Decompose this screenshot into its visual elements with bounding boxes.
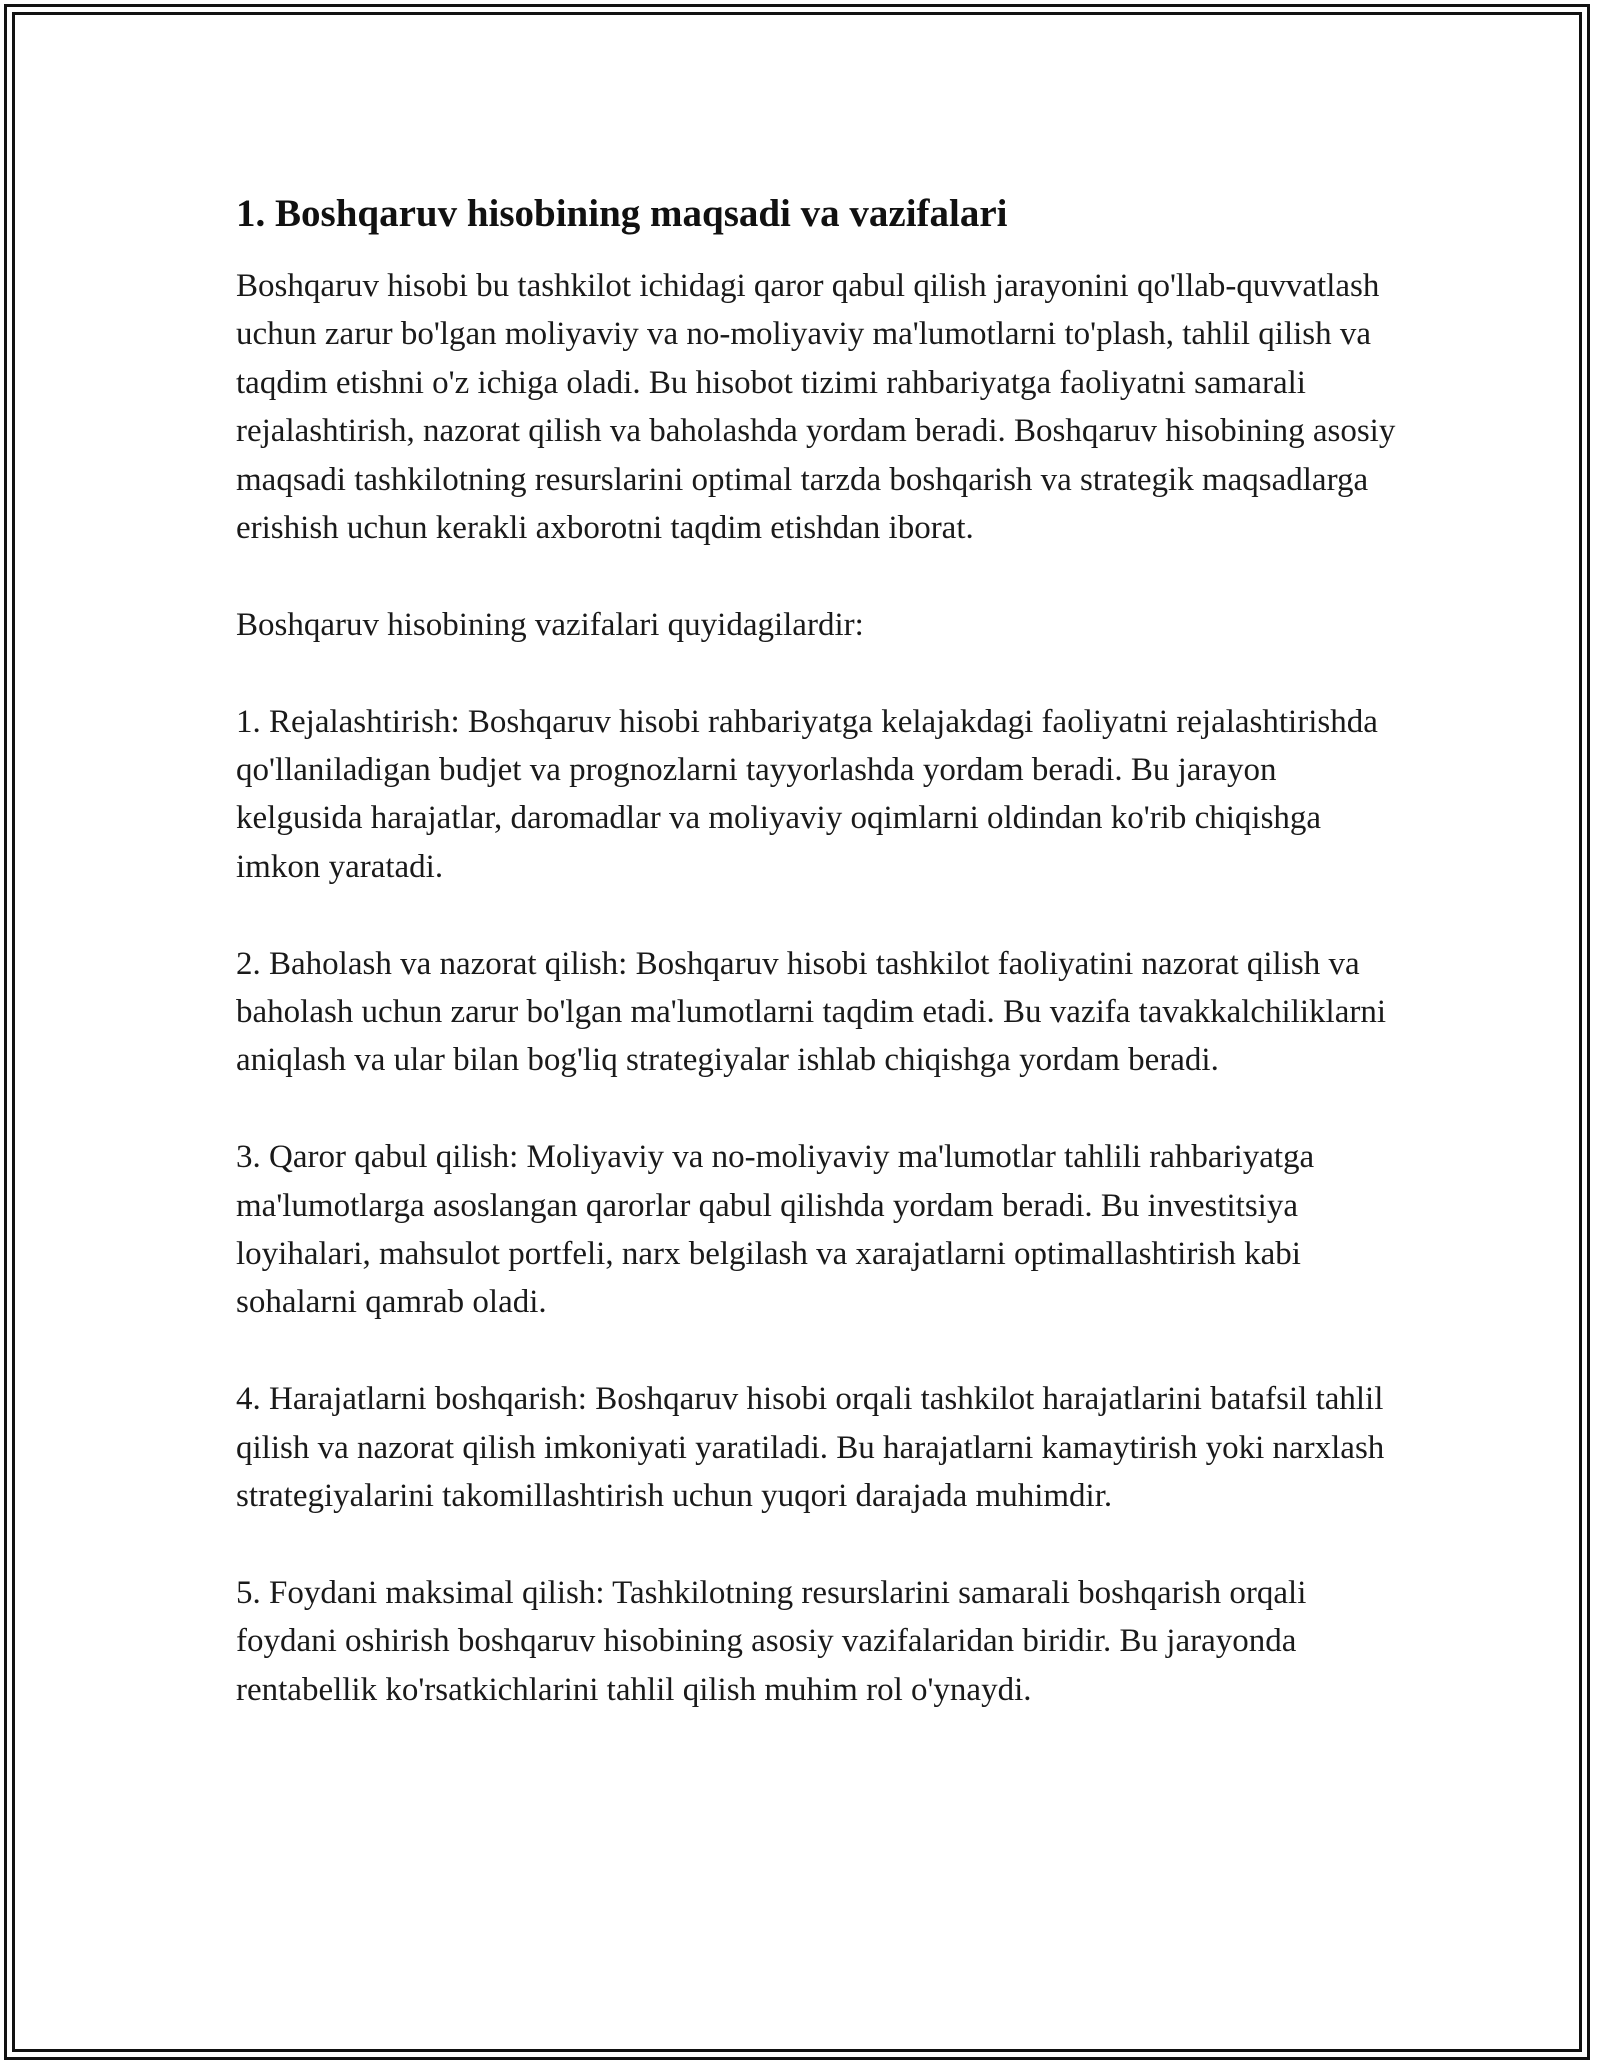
section-heading: 1. Boshqaruv hisobining maqsadi va vazifalari: [236, 192, 1008, 235]
task-item-profit-maximization: 5. Foydani maksimal qilish: Tashkilotning resurslarini samarali boshqarish orqali foydani oshirish boshqaruv hisobining asosiy vazifalaridan biridir. Bu jarayonda rentabellik ko'rsatkichlarini tahlil qilish muhim rol o'ynaydi.: [236, 1574, 1307, 1708]
document-body: [236, 186, 1406, 1762]
task-item-decision-making: 3. Qaror qabul qilish: Moliyaviy va no-moliyaviy ma'lumotlar tahlili rahbariyatga ma'lumotlarga asoslangan qarorlar qabul qilishda yordam beradi. Bu investitsiya loyihalari, mahsulot portfeli, narx belgilash va xarajatlarni optimallashtirish kabi sohalarni qamrab oladi.: [236, 1139, 1315, 1321]
task-item-planning: 1. Rejalashtirish: Boshqaruv hisobi rahbariyatga kelajakdagi faoliyatni rejalashtirishda qo'llaniladigan budjet va prognozlarni tayyorlashda yordam beradi. Bu jarayon kelgusida harajatlar, daromadlar va moliyaviy oqimlarni oldindan ko'rib chiqishga imkon yaratadi.: [236, 703, 1378, 885]
task-item-evaluation-control: 2. Baholash va nazorat qilish: Boshqaruv hisobi tashkilot faoliyatini nazorat qilish va baholash uchun zarur bo'lgan ma'lumotlarni taqdim etadi. Bu vazifa tavakkalchiliklarni aniqlash va ular bilan bog'liq strategiyalar ishlab chiqishga yordam beradi.: [236, 945, 1387, 1079]
tasks-intro-paragraph: Boshqaruv hisobining vazifalari quyidagilardir:: [236, 606, 864, 643]
task-item-cost-management: 4. Harajatlarni boshqarish: Boshqaruv hisobi orqali tashkilot harajatlarini batafsil tahlil qilish va nazorat qilish imkoniyati yaratiladi. Bu harajatlarni kamaytirish yoki narxlash strategiyalarini takomillashtirish uchun yuqori darajada muhimdir.: [236, 1381, 1385, 1515]
intro-paragraph: Boshqaruv hisobi bu tashkilot ichidagi qaror qabul qilish jarayonini qo'llab-quvvatlash uchun zarur bo'lgan moliyaviy va no-moliyaviy ma'lumotlarni to'plash, tahlil qilish va taqdim etishni o'z ichiga oladi. Bu hisobot tizimi rahbariyatga faoliyatni samarali rejalashtirish, nazorat qilish va baholashda yordam beradi. Boshqaruv hisobining asosiy maqsadi tashkilotning resurslarini optimal tarzda boshqarish va strategik maqsadlarga erishish uchun kerakli axborotni taqdim etishdan iborat.: [236, 268, 1396, 547]
